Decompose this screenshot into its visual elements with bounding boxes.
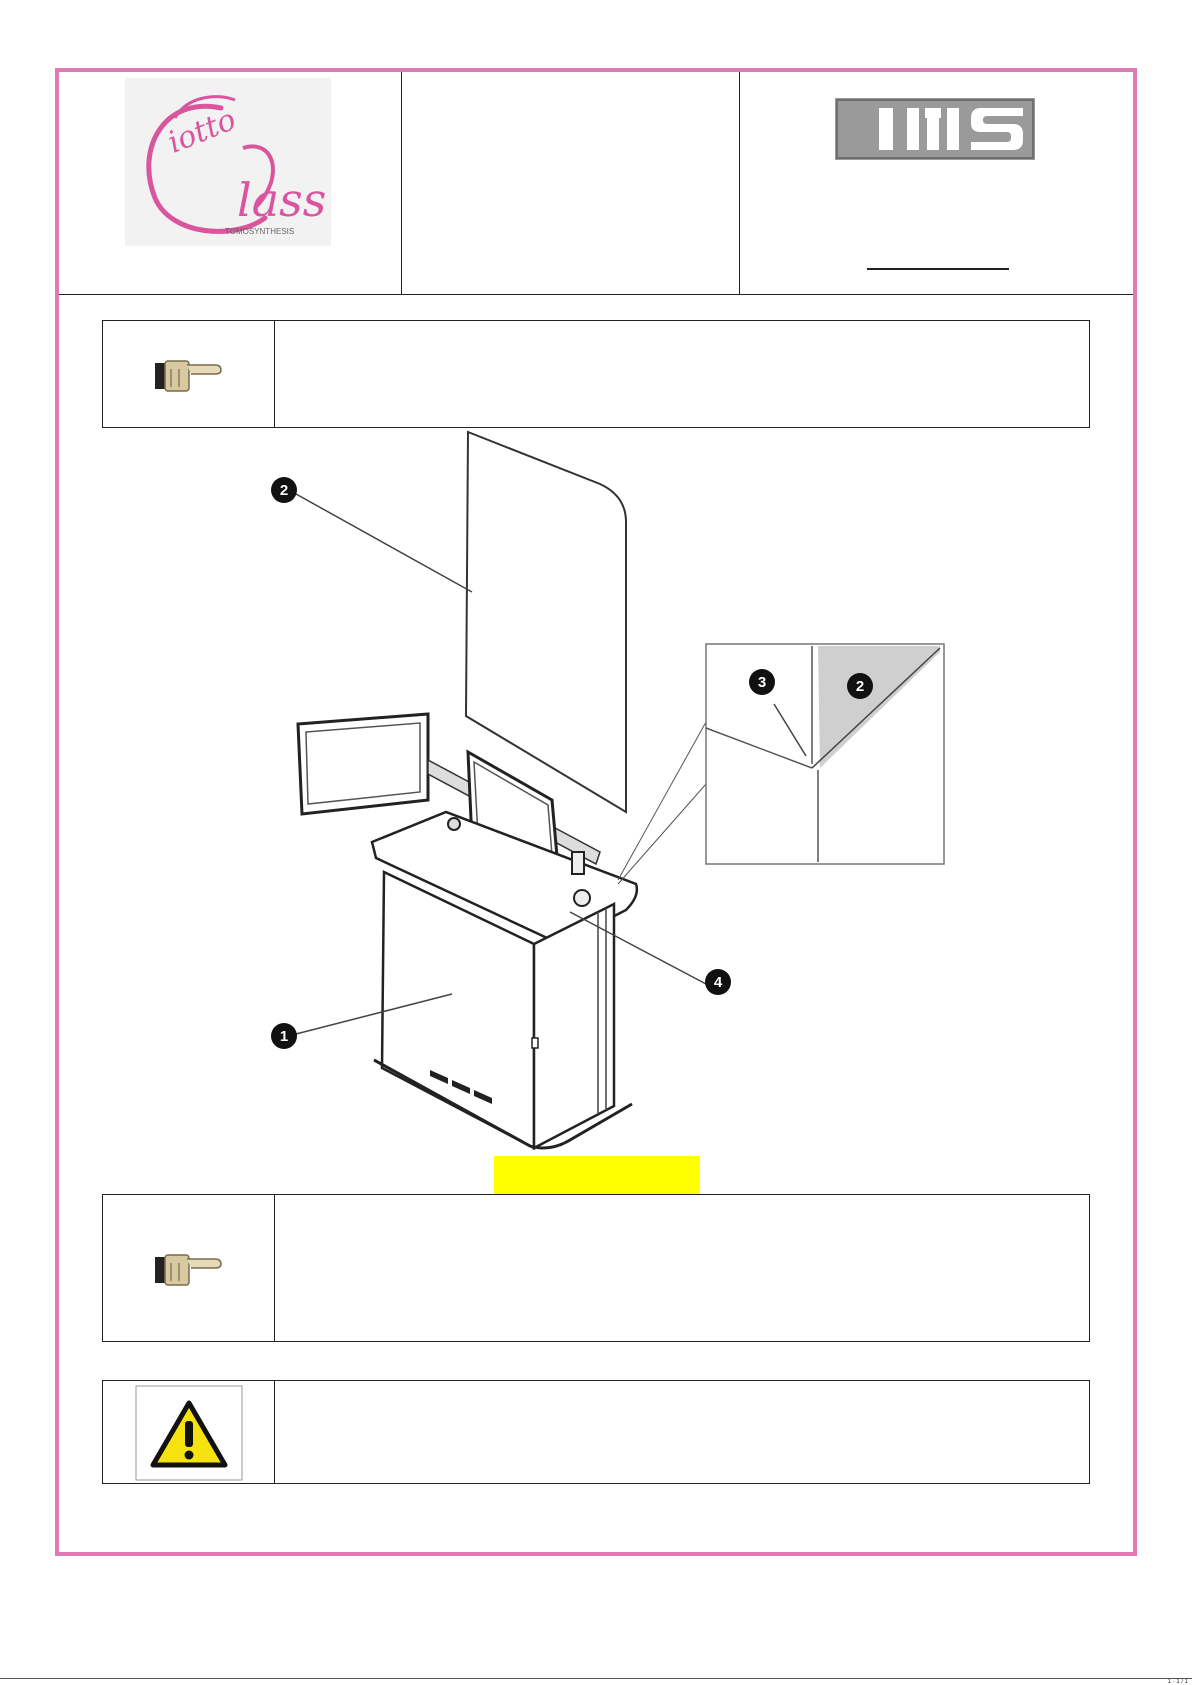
pointing-hand-icon — [153, 1251, 225, 1287]
warning-text — [275, 1381, 1089, 1483]
logo-subtitle: TOMOSYNTHESIS — [225, 227, 295, 236]
svg-text:iotto: iotto — [163, 102, 241, 161]
svg-text:1: 1 — [279, 1028, 289, 1045]
note-box-2 — [102, 1194, 1090, 1342]
callout-4 — [705, 969, 731, 995]
svg-text:2: 2 — [855, 678, 865, 695]
warning-triangle-icon — [135, 1385, 243, 1481]
note-text-2 — [275, 1195, 1089, 1341]
figure-caption-highlight — [494, 1156, 700, 1196]
svg-text:3: 3 — [757, 674, 767, 691]
footer-text: 1 · 1 / 1 — [1167, 1679, 1188, 1685]
detail-callout-2 — [847, 673, 873, 699]
warning-icon-cell — [103, 1381, 275, 1483]
svg-text:4: 4 — [713, 974, 723, 991]
svg-text:2: 2 — [279, 482, 289, 499]
callout-3-label: 3 — [0, 0, 1, 1]
detail-callout-3 — [749, 669, 775, 695]
note-icon-cell — [103, 1195, 275, 1341]
callout-1 — [271, 1023, 297, 1049]
warning-box — [102, 1380, 1090, 1484]
footer-rule — [0, 1678, 1192, 1679]
svg-text:lass: lass — [237, 173, 327, 227]
callout-2 — [271, 477, 297, 503]
